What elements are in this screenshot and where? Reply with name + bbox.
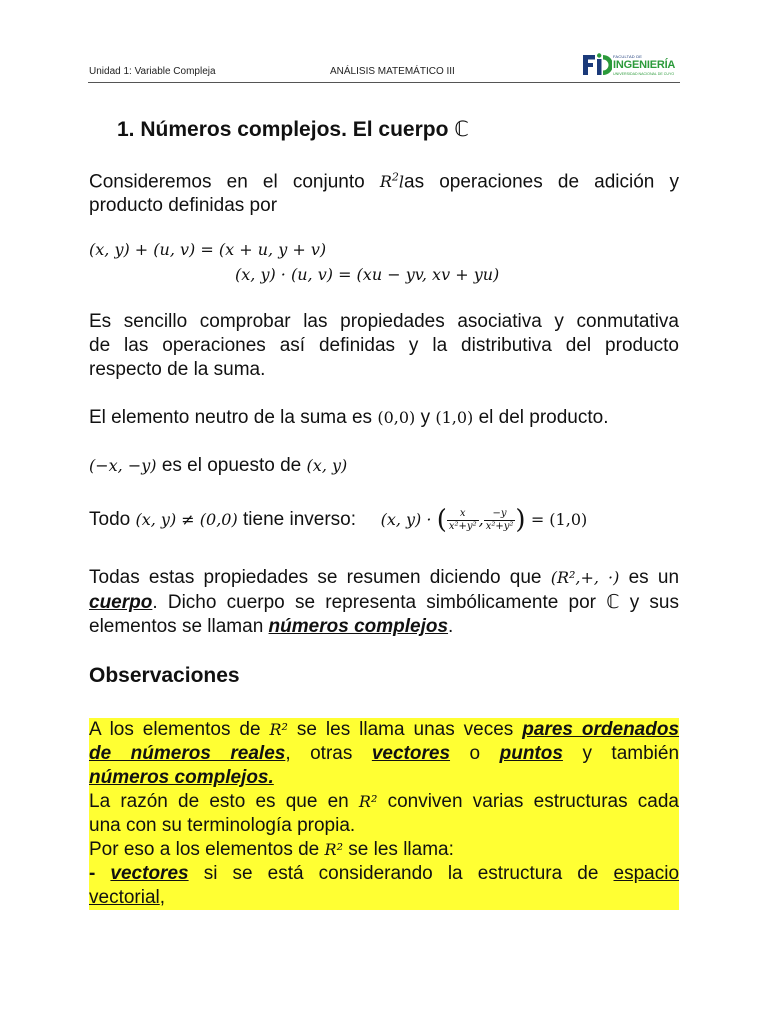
paragraph-line — [89, 590, 679, 615]
term-numeros-complejos: números complejos. — [89, 767, 274, 788]
paragraph-line — [89, 616, 453, 637]
term-puntos: puntos — [499, 743, 563, 764]
equation-addition: (x, y) + (u, v) = (x + u, y + v) — [89, 240, 327, 259]
paragraph-line — [89, 742, 679, 766]
math-r2: R² — [324, 840, 343, 859]
fraction-denominator: x²+y² — [485, 520, 514, 532]
text-run: es un — [628, 567, 680, 588]
text-run: y sus — [629, 592, 679, 613]
paragraph-inverse — [89, 503, 679, 537]
paragraph-neutral — [89, 406, 679, 430]
text-run: , otras — [285, 743, 353, 764]
text-run: conviven varias estructuras cada — [387, 791, 679, 812]
paragraph-properties — [89, 310, 679, 382]
fraction-denominator: x²+y² — [448, 520, 477, 532]
paragraph-line: respecto de la suma. — [89, 359, 266, 380]
observations-heading: Observaciones — [89, 664, 240, 687]
fraction-numerator: x — [447, 508, 479, 521]
term-espacio: espacio — [613, 863, 680, 884]
running-header-unit: Unidad 1: Variable Compleja — [89, 66, 216, 77]
text-run: o — [469, 743, 481, 764]
text-run: si se está considerando la estructura de — [203, 863, 599, 884]
paragraph-line: de las operaciones así definidas y la distributiva del producto — [89, 335, 679, 356]
text-run: Consideremos en el conjunto — [89, 171, 365, 193]
text-run: . — [448, 616, 454, 637]
term-vectores: vectores — [371, 743, 451, 764]
equation-product: (x, y) · (u, v) = (xu − yv, xv + yu) — [235, 265, 500, 284]
text-run: Por eso a los elementos de — [89, 839, 320, 860]
text-run: elementos se llaman — [89, 616, 264, 637]
paragraph-opposite — [89, 454, 679, 478]
text-run: La razón de esto es que en — [89, 791, 349, 812]
paragraph-field — [89, 566, 679, 639]
paragraph-line — [89, 718, 679, 742]
paragraph-line: una con su terminología propia. — [89, 815, 356, 836]
term-vectores: vectores — [110, 863, 189, 884]
math-inverse-rhs: = (1,0) — [530, 510, 588, 530]
text-run: se les llama unas veces — [296, 719, 514, 740]
term-cuerpo: cuerpo — [89, 592, 153, 613]
text-run: - — [89, 863, 96, 884]
math-r: R — [379, 172, 392, 192]
text-run: se les llama: — [348, 839, 454, 860]
math-paren: ) — [515, 505, 526, 535]
logo-sub-text: UNIVERSIDAD NACIONAL DE CUYO — [613, 72, 675, 76]
math-exponent: 2 — [391, 171, 399, 184]
math-r2 — [380, 172, 399, 191]
paragraph-line — [89, 886, 679, 910]
paragraph-line: Es sencillo comprobar las propiedades asociativa y conmutativa — [89, 311, 679, 332]
math-nonzero: (x, y) ≠ (0,0) — [135, 510, 238, 530]
logo-main-text: INGENIERÍA — [613, 59, 676, 71]
math-comma: , — [478, 510, 484, 530]
paragraph-line — [89, 566, 679, 590]
term-numeros-reales: de números reales — [89, 743, 286, 764]
text-run: El elemento neutro de la suma es — [89, 407, 373, 428]
text-run: Todo — [89, 509, 131, 531]
math-paren: ( — [436, 505, 447, 535]
term-pares-ordenados: pares ordenados — [522, 719, 680, 740]
paragraph-line: producto definidas por — [89, 195, 278, 217]
math-zero: (0,0) — [377, 408, 416, 427]
math-field-structure: (R²,+, ·) — [550, 568, 620, 587]
logo-small-text: FACULTAD DE — [613, 54, 643, 59]
faculty-logo-mark-icon — [582, 52, 612, 78]
text-run: , — [159, 887, 166, 908]
math-fraction — [447, 508, 479, 533]
text-run: tiene inverso: — [243, 509, 357, 531]
paragraph-line — [89, 790, 679, 814]
math-inverse-lhs: (x, y) · — [380, 510, 432, 530]
math-one: (1,0) — [435, 408, 474, 427]
paragraph-line — [89, 166, 679, 194]
section-title-text: Números complejos. El cuerpo — [140, 118, 449, 141]
paragraph-line — [89, 766, 679, 790]
text-run: el del producto. — [478, 407, 609, 428]
complex-field-symbol: ℂ — [606, 591, 620, 613]
math-r2: R² — [358, 792, 378, 811]
section-title — [117, 117, 469, 142]
paragraph-definition — [89, 166, 679, 218]
paragraph-line — [89, 838, 679, 862]
math-opposite: (−x, −y) — [89, 456, 157, 475]
text-run: . Dicho cuerpo se representa simbólicamente por — [152, 592, 596, 613]
text-run: as operaciones de adición y — [404, 171, 680, 193]
faculty-logo — [582, 52, 678, 80]
text-run: A los elementos de — [89, 719, 261, 740]
section-number: 1. — [117, 118, 135, 141]
math-r2: R² — [269, 720, 288, 739]
paragraph-line — [89, 862, 679, 886]
text-run: y también — [582, 743, 680, 764]
text-run: es el opuesto de — [161, 455, 302, 476]
math-l: l — [398, 172, 405, 192]
term-vectorial: vectorial — [89, 887, 160, 908]
math-fraction — [484, 508, 516, 533]
math-pair: (x, y) — [306, 456, 348, 475]
fraction-numerator: −y — [484, 508, 516, 521]
header-divider — [88, 82, 680, 83]
term-numeros-complejos: números complejos — [268, 616, 449, 637]
text-run: Todas estas propiedades se resumen diciendo que — [89, 567, 542, 588]
running-header-course: ANÁLISIS MATEMÁTICO III — [330, 66, 455, 77]
complex-field-symbol: ℂ — [454, 117, 469, 141]
text-run: y — [420, 407, 431, 428]
highlighted-observations — [89, 718, 679, 910]
